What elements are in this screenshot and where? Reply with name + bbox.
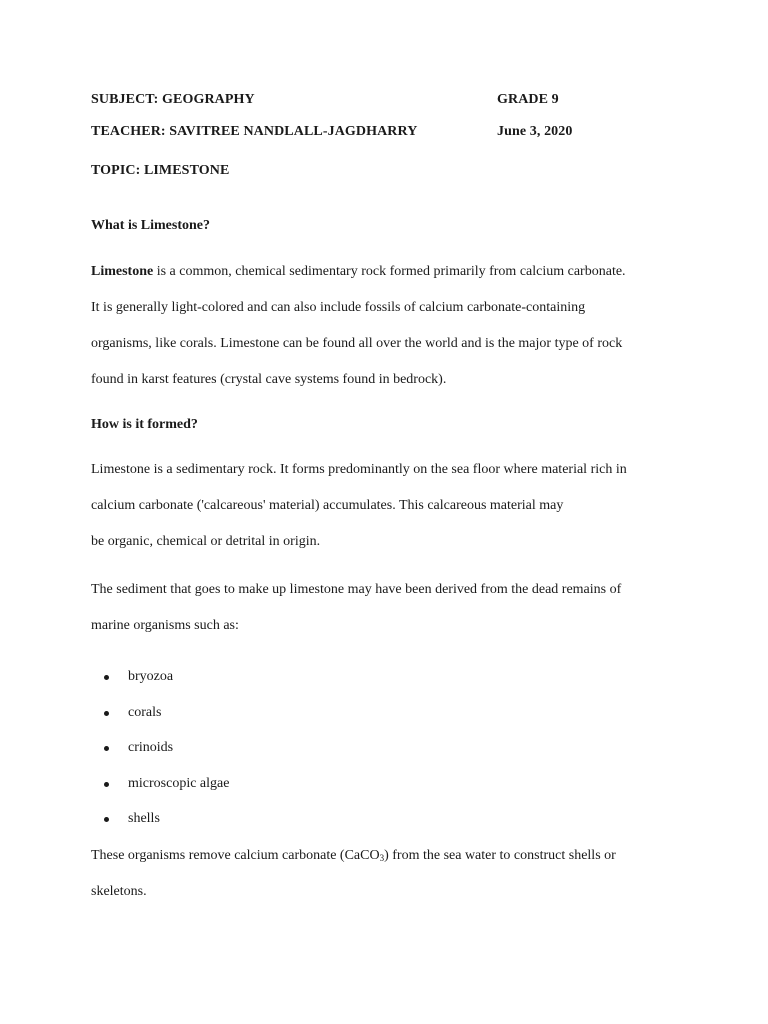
topic-label: TOPIC: LIMESTONE (91, 163, 230, 178)
sediment-line-1: The sediment that goes to make up limestone may have been derived from the dead remains of (91, 582, 622, 597)
how-line-2: calcium carbonate ('calcareous' material) accumulates. This calcareous material may (91, 498, 564, 513)
what-line-2: It is generally light-colored and can also include fossils of calcium carbonate-containing (91, 300, 586, 315)
teacher-label: TEACHER: SAVITREE NANDLALL-JAGDHARRY (91, 124, 418, 139)
bullet-icon (104, 675, 109, 680)
list-item: corals (91, 695, 229, 731)
list-item: microscopic algae (91, 766, 229, 802)
what-is-paragraph (91, 254, 679, 398)
what-line-3: organisms, like corals. Limestone can be found all over the world and is the major type of rock (91, 336, 623, 351)
list-item: shells (91, 801, 229, 837)
limestone-term: Limestone (91, 264, 154, 279)
what-is-heading: What is Limestone? (91, 218, 210, 233)
what-line-1: Limestone is a common, chemical sedimentary rock formed primarily from calcium carbonate. (91, 264, 626, 279)
remove-line-1: These organisms remove calcium carbonate (CaCO$_3$) from the sea water to construct shells or (91, 848, 616, 863)
organisms-remove-paragraph (91, 838, 679, 910)
bullet-icon (104, 782, 109, 787)
how-formed-heading: How is it formed? (91, 417, 198, 432)
how-formed-paragraph (91, 452, 679, 560)
grade-label: GRADE 9 (497, 92, 559, 107)
how-line-3: be organic, chemical or detrital in origin. (91, 534, 321, 549)
bullet-icon (104, 711, 109, 716)
date-label: June 3, 2020 (497, 124, 573, 139)
bullet-icon (104, 817, 109, 822)
organisms-list (91, 659, 229, 837)
what-line-4: found in karst features (crystal cave systems found in bedrock). (91, 372, 447, 387)
bullet-icon (104, 746, 109, 751)
list-item: bryozoa (91, 659, 229, 695)
sediment-line-2: marine organisms such as: (91, 618, 239, 633)
sediment-paragraph (91, 572, 679, 644)
remove-line-2: skeletons. (91, 884, 147, 899)
how-line-1: Limestone is a sedimentary rock. It forms predominantly on the sea floor where material rich in (91, 462, 627, 477)
list-item: crinoids (91, 730, 229, 766)
subject-label: SUBJECT: GEOGRAPHY (91, 92, 255, 107)
